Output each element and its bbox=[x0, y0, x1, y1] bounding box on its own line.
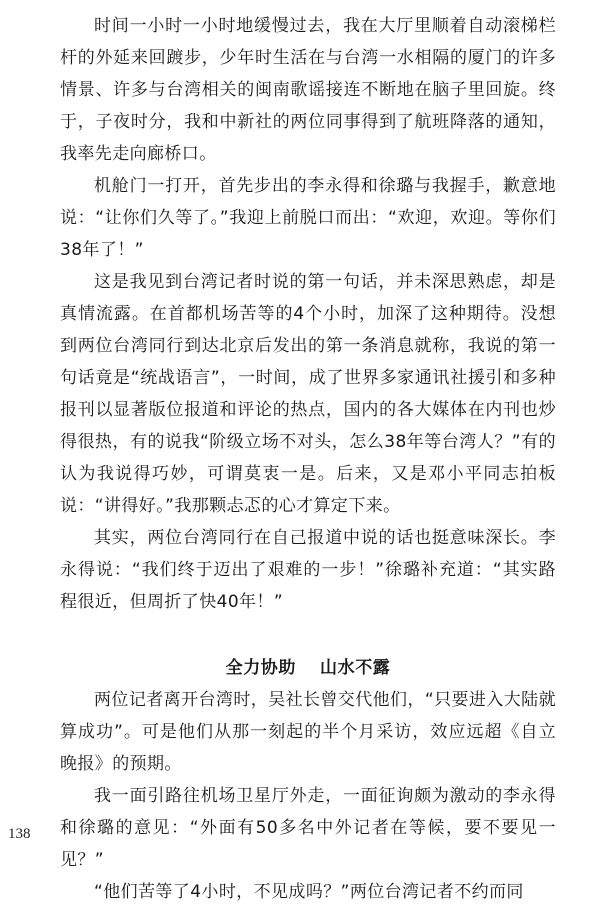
paragraph: 我一面引路往机场卫星厅外走，一面征询颇为激动的李永得和徐璐的意见：“外面有50多名中外记者在等候，要不要见一见？” bbox=[60, 786, 556, 870]
paragraph: “他们苦等了4小时，不见成吗？”两位台湾记者不约而同 bbox=[94, 882, 524, 902]
section-heading bbox=[60, 652, 556, 684]
paragraph: 这是我见到台湾记者时说的第一句话，并未深思熟虑，却是真情流露。在首都机场苦等的4个小时，加深了这种期待。没想到两位台湾同行到达北京后发出的第一条消息就称，我说的第一句话竟是“统战语言”，一时间，成了世界多家通讯社援引和多种报刊以显著版位报道和评论的热点，国内的各大媒体在内刊也炒得很热，有的说我“阶级立场不对头，怎么38年等台湾人？”有的认为我说得巧妙，可谓莫衷一是。后来，又是邓小平同志拍板说：“讲得好。”我那颗忐忑的心才算定下来。 bbox=[60, 272, 556, 516]
paragraph: 其实，两位台湾同行在自己报道中说的话也挺意味深长。李永得说：“我们终于迈出了艰难的一步！”徐璐补充道：“其实路程很近，但周折了快40年！” bbox=[60, 528, 556, 612]
section-heading-part-2: 山水不露 bbox=[320, 658, 391, 678]
paragraph: 两位记者离开台湾时，吴社长曾交代他们，“只要进入大陆就算成功”。可是他们从那一刻起的半个月采访，效应远超《自立晚报》的预期。 bbox=[60, 690, 556, 774]
section-heading-part-1: 全力协助 bbox=[225, 658, 296, 678]
body-text bbox=[60, 10, 556, 908]
paragraph: 时间一小时一小时地缓慢过去，我在大厅里顺着自动滚梯栏杆的外延来回踱步，少年时生活在与台湾一水相隔的厦门的许多情景、许多与台湾相关的闽南歌谣接连不断地在脑子里回旋。终于，子夜时分，我和中新社的两位同事得到了航班降落的通知，我率先走向廊桥口。 bbox=[60, 16, 556, 164]
paragraph: 机舱门一打开，首先步出的李永得和徐璐与我握手，歉意地说：“让你们久等了。”我迎上前脱口而出：“欢迎，欢迎。等你们38年了！” bbox=[60, 176, 556, 260]
page-number: 138 bbox=[8, 826, 31, 842]
